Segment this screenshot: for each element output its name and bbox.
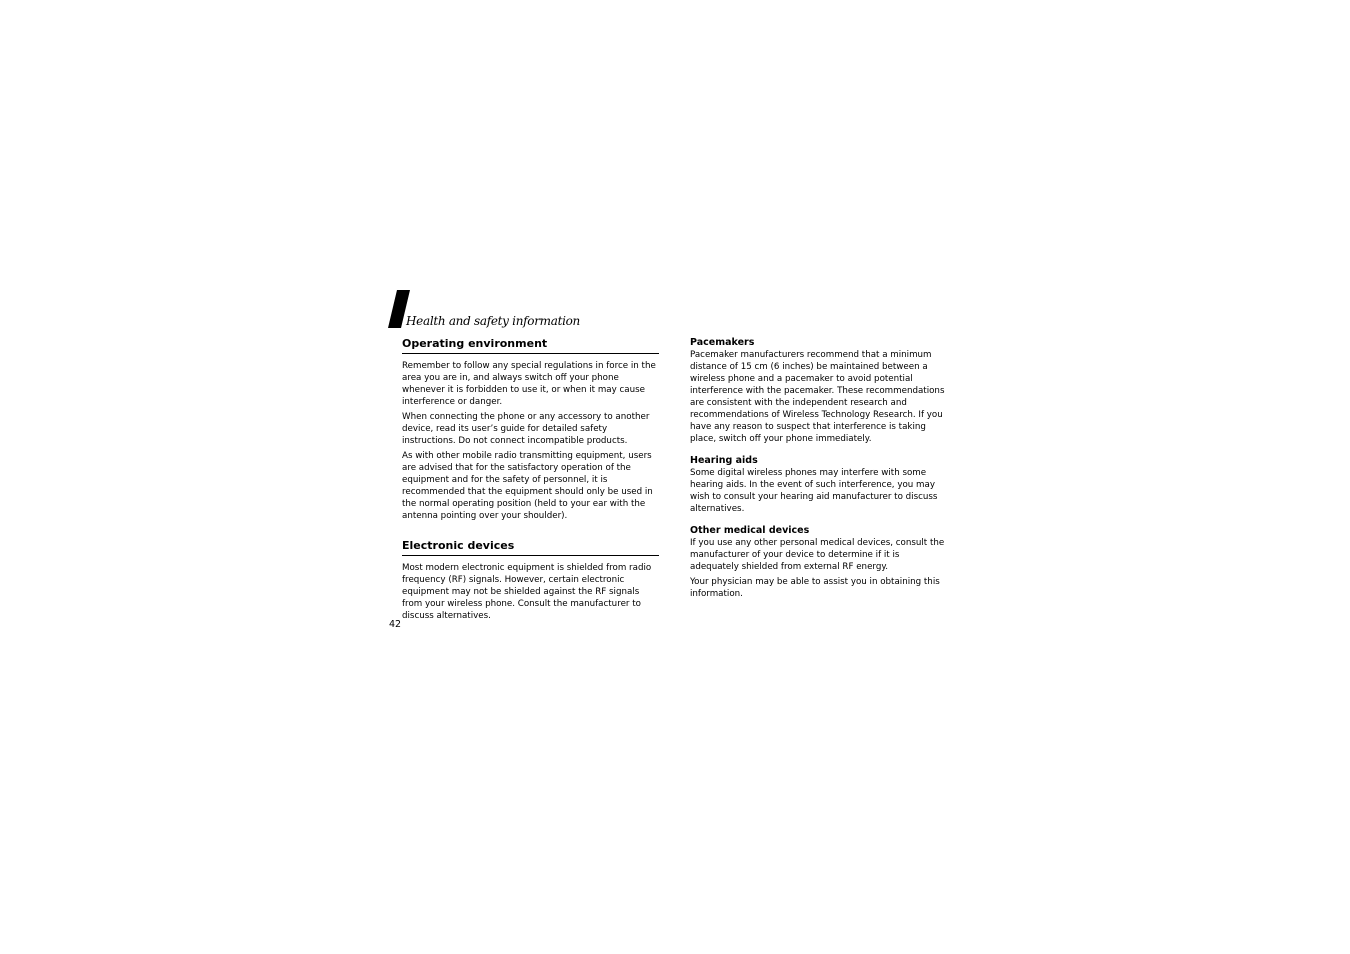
- paragraph: As with other mobile radio transmitting equipment, users are advised that for the satisfactory operation of the equipment and for the safety of personnel, it is recommended that the equipment should only be used in the normal operating position (held to your ear with the antenna pointing over your shoulder).: [402, 451, 653, 521]
- page-number: 42: [389, 619, 402, 630]
- running-title: Health and safety information: [406, 314, 580, 328]
- paragraph: If you use any other personal medical devices, consult the manufacturer of your device to determine if it is adequately shielded from external RF energy.: [690, 538, 945, 572]
- heading-electronic-devices: Electronic devices: [402, 539, 659, 556]
- paragraph: Your physician may be able to assist you in obtaining this information.: [690, 577, 940, 599]
- paragraph: Most modern electronic equipment is shielded from radio frequency (RF) signals. However, certain electronic equipment may not be shielded against the RF signals from your wireless phone. Consult the manufacturer to discuss alternatives.: [402, 563, 652, 621]
- heading-other-medical-devices: Other medical devices: [690, 525, 810, 536]
- paragraph: Some digital wireless phones may interfere with some hearing aids. In the event of such interference, you may wish to consult your hearing aid manufacturer to discuss alternatives.: [690, 468, 938, 514]
- paragraph: Pacemaker manufacturers recommend that a minimum distance of 15 cm (6 inches) be maintained between a wireless phone and a pacemaker to avoid potential interference with the pacemaker. These recommendations are consistent with the independent research and recommendations of Wireless Technology Research. If you have any reason to suspect that interference is taking place, switch off your phone immediately.: [690, 350, 945, 444]
- heading-operating-environment: Operating environment: [402, 337, 659, 354]
- left-column: [402, 337, 659, 625]
- heading-hearing-aids: Hearing aids: [690, 455, 758, 466]
- right-column: [690, 337, 948, 603]
- paragraph: Remember to follow any special regulations in force in the area you are in, and always switch off your phone whenever it is forbidden to use it, or when it may cause interference or danger.: [402, 361, 656, 407]
- heading-pacemakers: Pacemakers: [690, 337, 755, 348]
- paragraph: When connecting the phone or any accessory to another device, read its user’s guide for detailed safety instructions. Do not connect incompatible products.: [402, 412, 650, 446]
